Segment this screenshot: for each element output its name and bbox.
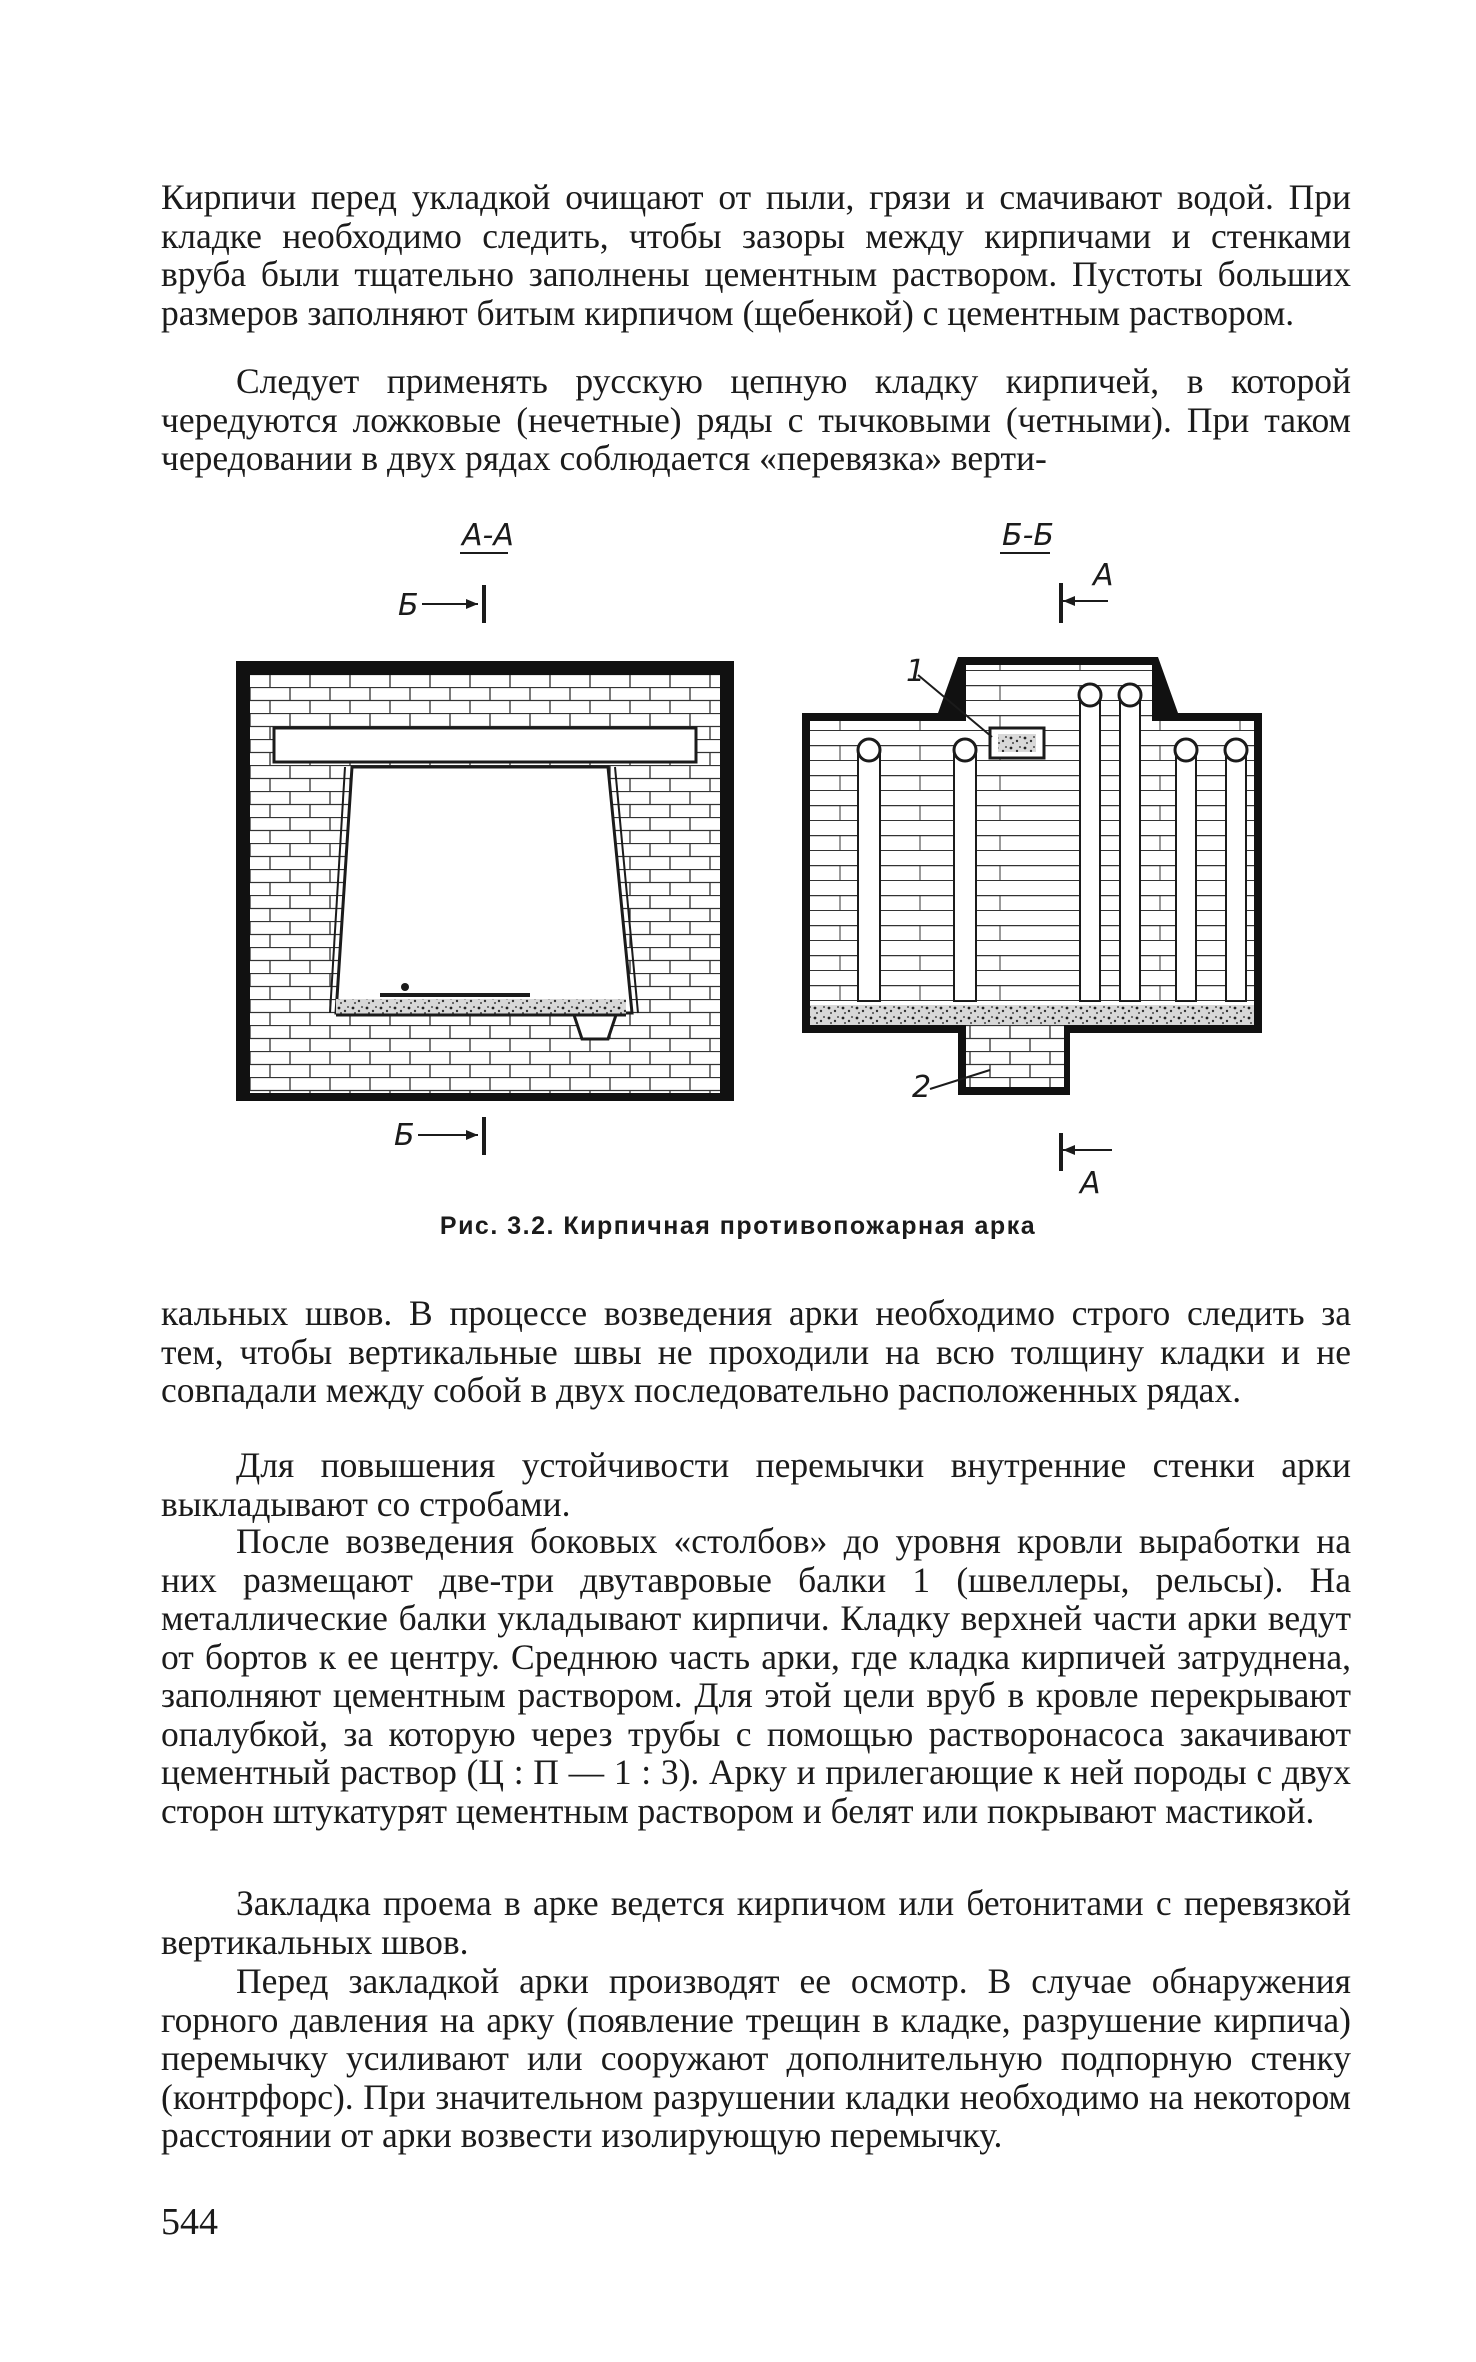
cut-mark-a-bottom: А	[1080, 1166, 1101, 1201]
paragraph-7: Перед закладкой арки производят ее осмотр. В случае обнаружения горного давления на арку (появление трещин в кладке, разрушение кирпича) перемычку усиливают или сооружают дополнительную подпорную стенку (контрфорс). При значительном разрушении кладки необходимо на некотором расстоянии от арки возвести изолирующую перемычку.	[161, 1961, 1351, 2155]
page-number: 544	[161, 2201, 218, 2243]
section-label-b-b: Б-Б	[1002, 518, 1054, 553]
paragraph-4: Для повышения устойчивости перемычки внутренние стенки арки выкладывают со стробами.	[161, 1445, 1351, 1524]
figure-drawing	[0, 505, 1476, 1225]
paragraph-3: кальных швов. В процессе возведения арки необходимо строго следить за тем, чтобы вертикальные швы не проходили на всю толщину кладки и не совпадали между собой в двух последовательно расположенных рядах.	[161, 1293, 1351, 1410]
paragraph-6: Закладка проема в арке ведется кирпичом или бетонитами с перевязкой вертикальных швов.	[161, 1883, 1351, 1962]
paragraph-1: Кирпичи перед укладкой очищают от пыли, грязи и смачивают водой. При кладке необходимо следить, чтобы зазоры между кирпичами и стенками вруба были тщательно заполнены цементным раствором. Пустоты больших размеров заполняют битым кирпичом (щебенкой) с цементным раствором.	[161, 177, 1351, 333]
cut-mark-a-top: А	[1093, 558, 1114, 593]
callout-2: 2	[912, 1070, 932, 1105]
cut-mark-b-top: Б	[398, 588, 419, 623]
cut-mark-b-bottom: Б	[394, 1118, 415, 1153]
callout-1: 1	[906, 654, 926, 689]
paragraph-5: После возведения боковых «столбов» до уровня кровли выработки на них размещают две-три двутавровые балки 1 (швеллеры, рельсы). На металлические балки укладывают кирпичи. Кладку верхней части арки ведут от бортов к ее центру. Среднюю часть арки, где кладка кирпичей затруднена, заполняют цементным раствором. Для этой цели вруб в кровле перекрывают опалубкой, за которую через трубы с помощью растворонасоса закачивают цементный раствор (Ц : П — 1 : 3). Арку и прилегающие к ней породы с двух сторон штукатурят цементным раствором и белят или покрывают мастикой.	[161, 1521, 1351, 1831]
figure-caption: Рис. 3.2. Кирпичная противопожарная арка	[439, 1212, 1037, 1240]
paragraph-2: Следует применять русскую цепную кладку кирпичей, в которой чередуются ложковые (нечетные) ряды с тычковыми (четными). При таком чередовании в двух рядах соблюдается «перевязка» верти-	[161, 361, 1351, 478]
section-a-a-drawing	[236, 661, 734, 1101]
section-b-b-drawing	[802, 654, 1262, 1105]
figure-brick-arch	[0, 505, 1476, 1225]
section-label-a-a: А-А	[462, 518, 514, 553]
